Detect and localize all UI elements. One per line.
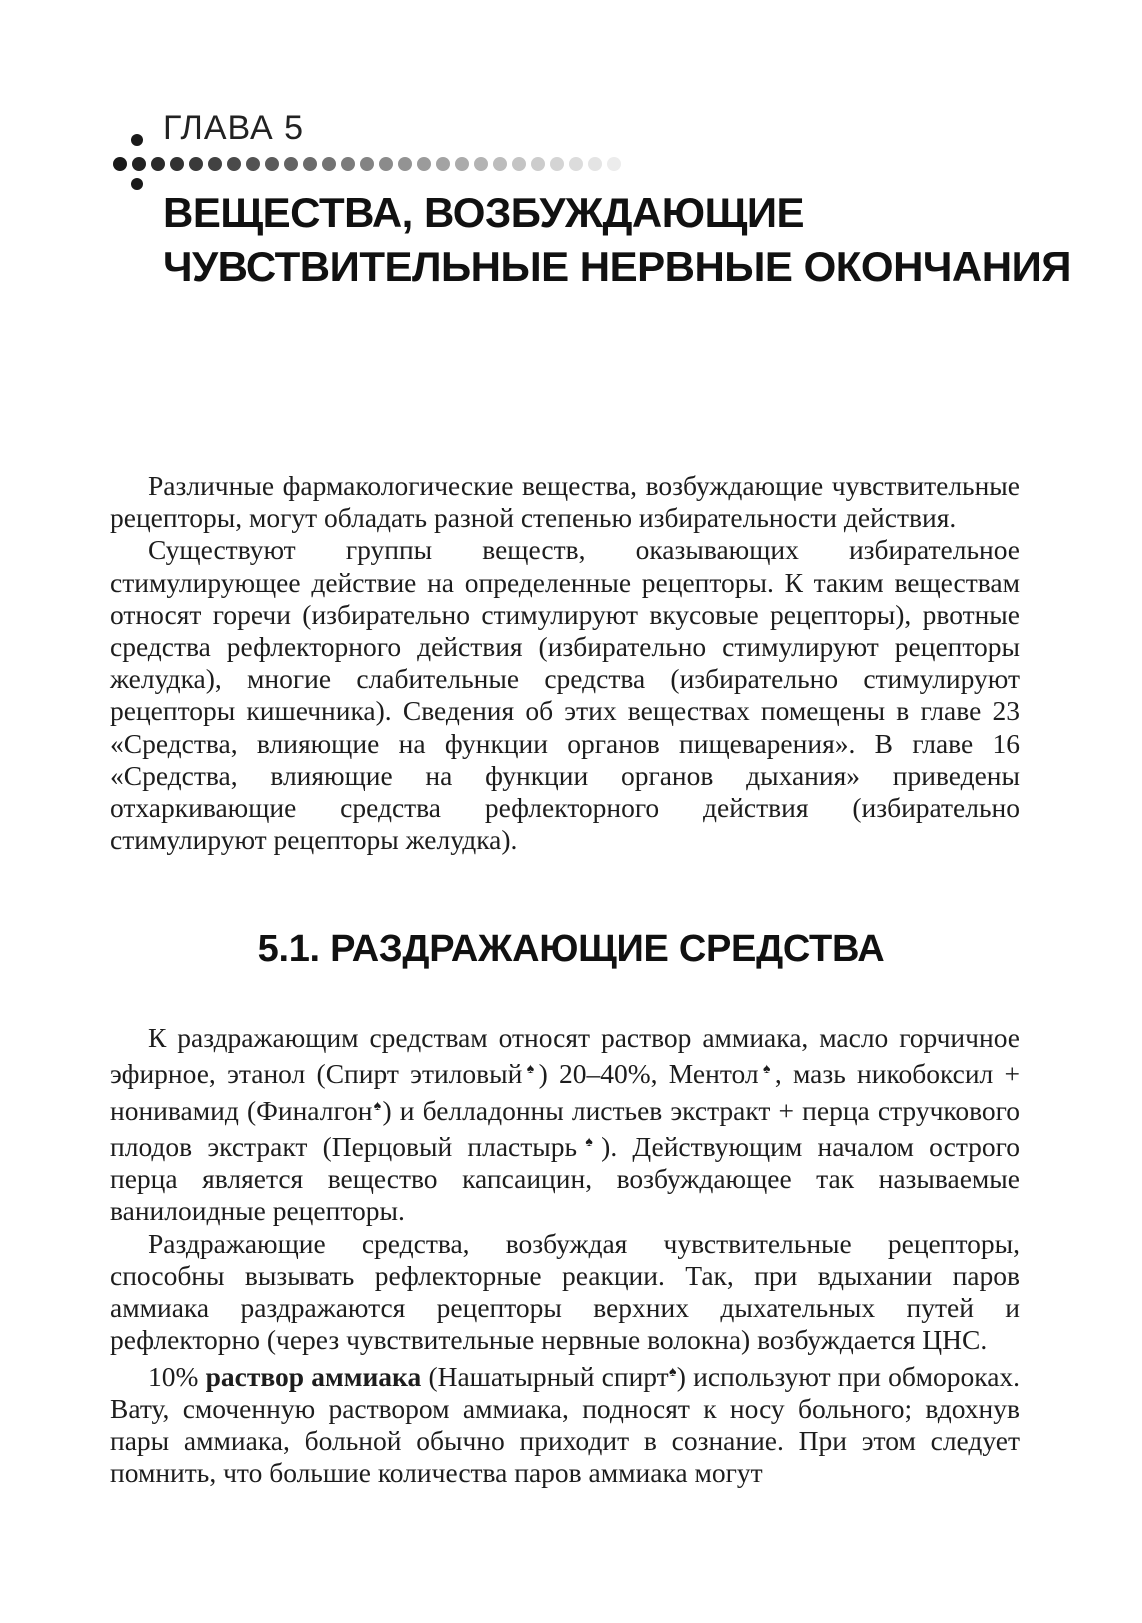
decorative-dot: [265, 157, 279, 171]
text-run: 10%: [148, 1360, 199, 1392]
text-run: ) 20–40%, Ментол: [538, 1058, 759, 1090]
decorative-dot: [588, 157, 602, 171]
decorative-dot: [246, 157, 260, 171]
bold-term: раствор аммиака: [205, 1360, 422, 1392]
decorative-dot: [113, 157, 127, 171]
decorative-dot: [398, 157, 412, 171]
section-text: [110, 1022, 1020, 1489]
decorative-dot: [322, 157, 336, 171]
intro-text: [110, 470, 1020, 856]
chapter-title: [163, 186, 1071, 294]
trademark-icon: ♠: [668, 1364, 677, 1380]
decorative-dot: [284, 157, 298, 171]
decorative-dot: [132, 157, 146, 171]
decorative-dot: [360, 157, 374, 171]
section-paragraph-2: Раздражающие средства, возбуждая чувствительные рецепторы, способны вызывать рефлекторные реакции. Так, при вдыхании паров аммиака раздражаются рецепторы верхних дыхательных путей и рефлекторно (через чувствительные нервные волокна) возбуждается ЦНС.: [110, 1227, 1020, 1356]
decorative-dot: [436, 157, 450, 171]
decorative-dot: [607, 157, 621, 171]
text-run: , мазь никобоксил + нонивамид (Финалгон: [110, 1058, 1021, 1126]
decorative-dot: [493, 157, 507, 171]
chapter-title-line-1: ВЕЩЕСТВА, ВОЗБУЖДАЮЩИЕ: [163, 189, 805, 236]
section-heading: 5.1. РАЗДРАЖАЮЩИЕ СРЕДСТВА: [257, 928, 885, 970]
text-run: ) используют при обмороках. Вату, смоченную раствором аммиака, подносят к носу больного; вдохнув пары аммиака, больной обычно приходит в сознание. При этом следует помнить, что большие количества паров аммиака могут: [110, 1360, 1021, 1489]
decorative-dot: [303, 157, 317, 171]
decorative-dot: [379, 157, 393, 171]
header-dot-lower: [131, 178, 143, 190]
trademark-icon: ♠: [577, 1134, 602, 1150]
decorative-dot: [208, 157, 222, 171]
decorative-dot: [227, 157, 241, 171]
decorative-dot: [341, 157, 355, 171]
text-run: К раздражающим средствам относят раствор аммиака, масло горчичное эфирное, этанол (Спирт этиловый: [110, 1022, 1020, 1090]
trademark-icon: ♠: [758, 1062, 775, 1078]
chapter-title-line-2: ЧУВСТВИТЕЛЬНЫЕ НЕРВНЫЕ ОКОНЧАНИЯ: [163, 243, 1071, 290]
chapter-label: ГЛАВА 5: [163, 109, 305, 147]
section-paragraph-3: [110, 1357, 1020, 1490]
intro-paragraph-2: Существуют группы веществ, оказывающих избирательное стимулирующее действие на определенные рецепторы. К таким веществам относят горечи (избирательно стимулируют вкусовые рецепторы), рвотные средства рефлекторного действия (избирательно стимулируют рецепторы желудка), многие слабительные средства (избирательно стимулируют рецепторы кишечника). Сведения об этих веществах помещены в главе 23 «Средства, влияющие на функции органов пищеварения». В главе 16 «Средства, влияющие на функции органов дыхания» приведены отхаркивающие средства рефлекторного действия (избирательно стимулируют рецепторы желудка).: [110, 534, 1020, 856]
decorative-dot: [550, 157, 564, 171]
decorative-dot: [151, 157, 165, 171]
trademark-icon: ♠: [372, 1098, 383, 1114]
text-run: ) и белладонны листьев экстракт + перца стручкового плодов экстракт (Перцовый пластырь: [110, 1094, 1021, 1163]
decorative-dot: [417, 157, 431, 171]
decorative-dot: [531, 157, 545, 171]
decorative-dot: [569, 157, 583, 171]
decorative-dot-row: [113, 157, 621, 171]
decorative-dot: [170, 157, 184, 171]
text-run: (Нашатырный спирт: [428, 1360, 669, 1392]
decorative-dot: [474, 157, 488, 171]
header-dot-upper: [131, 134, 143, 146]
decorative-dot: [512, 157, 526, 171]
decorative-dot: [455, 157, 469, 171]
text-run: ). Действующим началом острого перца является вещество капсаицин, возбуждающее так называемые ванилоидные рецепторы.: [110, 1131, 1021, 1227]
intro-paragraph-1: Различные фармакологические вещества, возбуждающие чувствительные рецепторы, могут обладать разной степенью избирательности действия.: [110, 470, 1020, 534]
section-paragraph-1: [110, 1022, 1020, 1228]
decorative-dot: [189, 157, 203, 171]
trademark-icon: ♠: [522, 1062, 539, 1078]
